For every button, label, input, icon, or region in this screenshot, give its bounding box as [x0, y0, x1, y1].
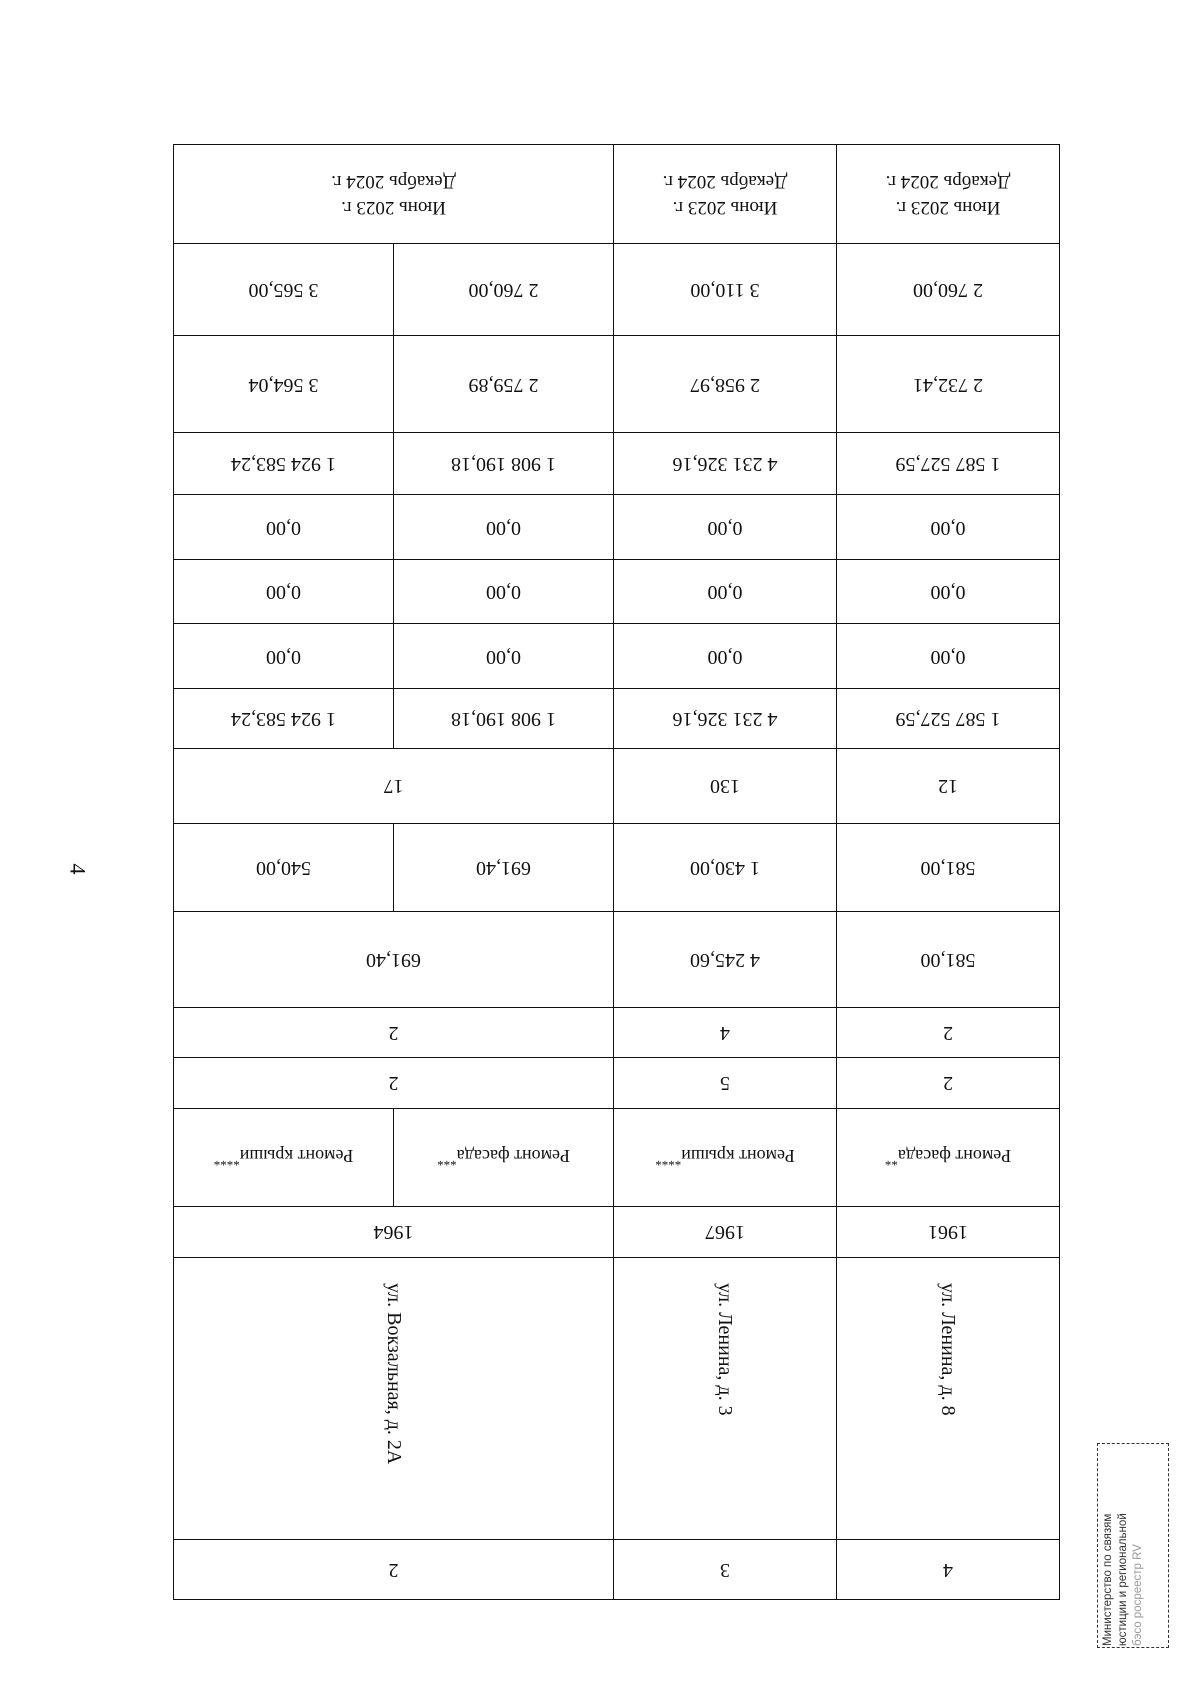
- row-area-total: [174, 912, 1060, 1008]
- cell-unit-max-2a: 2 760,00: [394, 243, 614, 336]
- cell-period-3: Июнь 2023 г. Декабрь 2024 г.: [614, 145, 837, 244]
- row-zero-2: [174, 559, 1060, 623]
- row-floors: [174, 1058, 1060, 1108]
- row-cost-fund: [174, 433, 1060, 495]
- cell-unit-max-2b: 3 565,00: [174, 243, 394, 336]
- cell-zero3-2a: 0,00: [394, 495, 614, 559]
- cell-unit-cost-2b: 3 564,04: [174, 336, 394, 433]
- cell-work-2a: Ремонт фасада***: [394, 1108, 614, 1207]
- registration-stamp: [1097, 1443, 1169, 1648]
- cell-period-4: Июнь 2023 г. Декабрь 2024 г.: [837, 145, 1060, 244]
- cell-cost-fund-2a: 1 908 190,18: [394, 433, 614, 495]
- cell-zero3-2b: 0,00: [174, 495, 394, 559]
- cell-area-total-2: 691,40: [174, 912, 614, 1008]
- page-number: 4: [65, 863, 91, 875]
- cell-area-total-3: 4 245,60: [614, 912, 837, 1008]
- cell-zero3-3: 0,00: [614, 495, 837, 559]
- cell-zero2-2b: 0,00: [174, 559, 394, 623]
- cell-entrances-2: 2: [174, 1007, 614, 1057]
- row-entrances: [174, 1007, 1060, 1057]
- cell-zero2-3: 0,00: [614, 559, 837, 623]
- cell-num-4: 4: [837, 1539, 1060, 1599]
- cell-work-area-4: 581,00: [837, 823, 1060, 912]
- cell-num-2: 2: [174, 1539, 614, 1599]
- cell-unit-cost-3: 2 958,97: [614, 336, 837, 433]
- cell-zero2-4: 0,00: [837, 559, 1060, 623]
- cell-unit-cost-2a: 2 759,89: [394, 336, 614, 433]
- cell-year-3: 1967: [614, 1207, 837, 1257]
- row-unit-max: [174, 243, 1060, 336]
- cell-zero1-4: 0,00: [837, 624, 1060, 688]
- cell-unit-cost-4: 2 732,41: [837, 336, 1060, 433]
- cell-work-2b: Ремонт крыши****: [174, 1108, 394, 1207]
- cell-zero1-2b: 0,00: [174, 624, 394, 688]
- cell-entrances-4: 2: [837, 1007, 1060, 1057]
- row-number: [174, 1539, 1060, 1599]
- row-residents: [174, 749, 1060, 824]
- cell-cost-total-4: 1 587 527,59: [837, 688, 1060, 748]
- cell-zero1-2a: 0,00: [394, 624, 614, 688]
- cell-address-4: ул. Ленина, д. 8: [837, 1257, 1060, 1539]
- cell-zero2-2a: 0,00: [394, 559, 614, 623]
- row-work-area: [174, 823, 1060, 912]
- row-year: [174, 1207, 1060, 1257]
- row-zero-3: [174, 495, 1060, 559]
- cell-residents-4: 12: [837, 749, 1060, 824]
- cell-cost-total-2b: 1 924 583,24: [174, 688, 394, 748]
- cell-work-4: Ремонт фасада**: [837, 1108, 1060, 1207]
- stamp-line-3: бэсо росреестр RV: [1132, 1543, 1144, 1646]
- cell-year-4: 1961: [837, 1207, 1060, 1257]
- cell-address-2: ул. Вокзальная, д. 2А: [174, 1257, 614, 1539]
- cell-floors-3: 5: [614, 1058, 837, 1108]
- row-work-type: [174, 1108, 1060, 1207]
- cell-year-2: 1964: [174, 1207, 614, 1257]
- row-zero-1: [174, 624, 1060, 688]
- row-unit-cost: [174, 336, 1060, 433]
- cell-entrances-3: 4: [614, 1007, 837, 1057]
- cell-area-total-4: 581,00: [837, 912, 1060, 1008]
- cell-address-3: ул. Ленина, д. 3: [614, 1257, 837, 1539]
- cell-floors-2: 2: [174, 1058, 614, 1108]
- cell-period-2: Июнь 2023 г. Декабрь 2024 г.: [174, 145, 614, 244]
- cell-cost-total-3: 4 231 326,16: [614, 688, 837, 748]
- cell-work-area-2a: 691,40: [394, 823, 614, 912]
- cell-work-area-3: 1 430,00: [614, 823, 837, 912]
- cell-zero1-3: 0,00: [614, 624, 837, 688]
- cell-cost-fund-2b: 1 924 583,24: [174, 433, 394, 495]
- row-address: [174, 1257, 1060, 1539]
- cell-work-area-2b: 540,00: [174, 823, 394, 912]
- cell-zero3-4: 0,00: [837, 495, 1060, 559]
- row-cost-total: [174, 688, 1060, 748]
- repair-registry-table: [174, 144, 1060, 1600]
- cell-cost-fund-3: 4 231 326,16: [614, 433, 837, 495]
- cell-cost-fund-4: 1 587 527,59: [837, 433, 1060, 495]
- stamp-line-2: юстиции и региональной: [1117, 1512, 1129, 1646]
- cell-unit-max-3: 3 110,00: [614, 243, 837, 336]
- cell-residents-3: 130: [614, 749, 837, 824]
- cell-floors-4: 2: [837, 1058, 1060, 1108]
- cell-num-3: 3: [614, 1539, 837, 1599]
- cell-residents-2: 17: [174, 749, 614, 824]
- row-period: [174, 145, 1060, 244]
- stamp-line-1: Министерство по связям: [1102, 1513, 1114, 1646]
- cell-cost-total-2a: 1 908 190,18: [394, 688, 614, 748]
- cell-work-3: Ремонт крыши****: [614, 1108, 837, 1207]
- cell-unit-max-4: 2 760,00: [837, 243, 1060, 336]
